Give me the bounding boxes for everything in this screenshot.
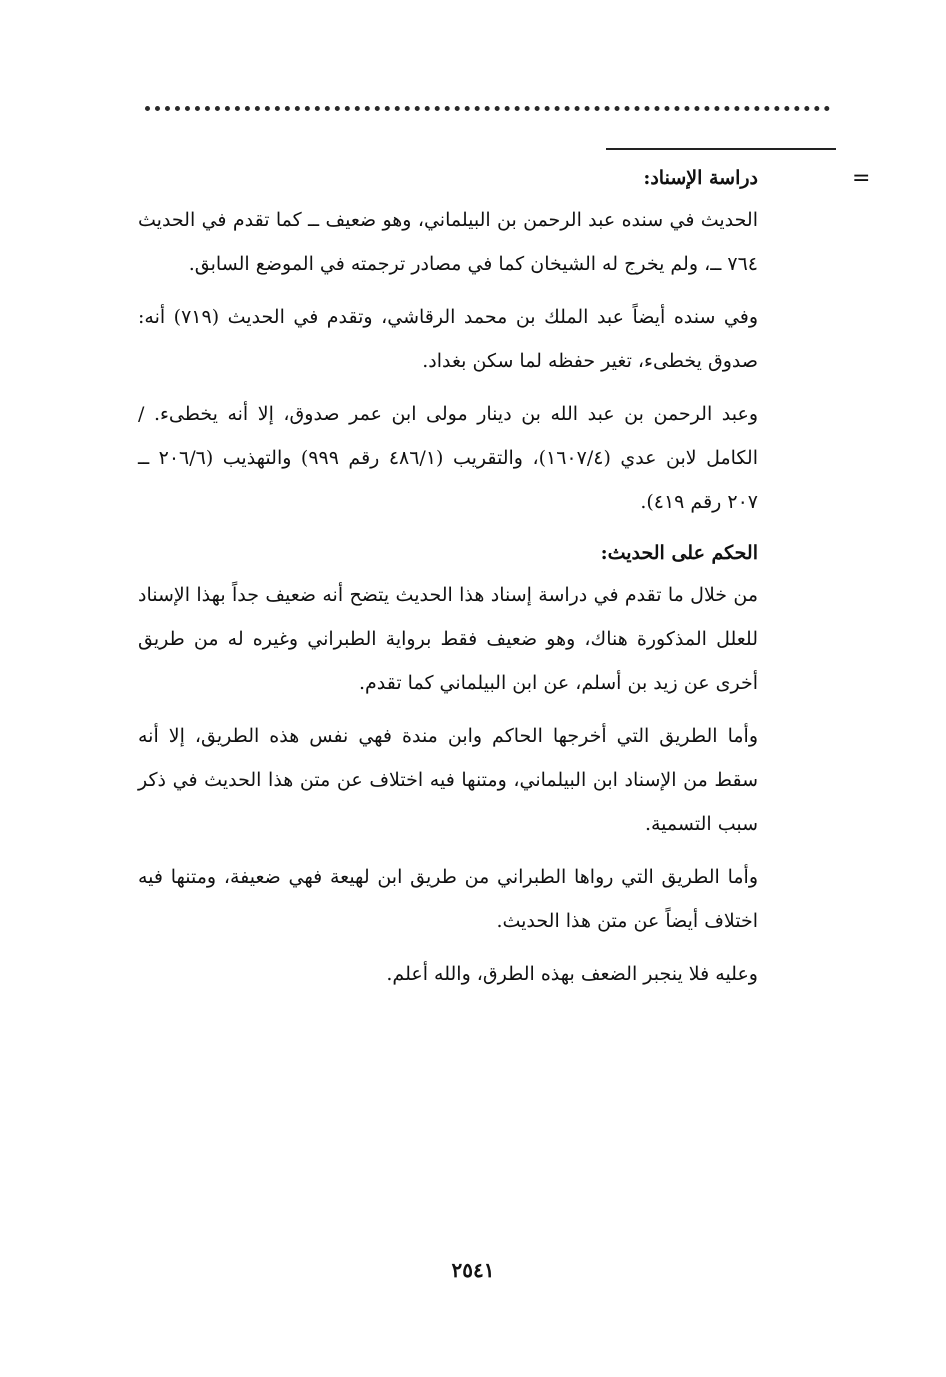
margin-continuation-mark: = <box>852 166 871 191</box>
hukm-paragraph-2: وأما الطريق التي أخرجها الحاكم وابن مندة فهي نفس هذه الطريق، إلا أنه سقط من الإسناد ابن البيلماني، ومتنها فيه اختلاف عن متن هذا الحديث في ذكر سبب التسمية. <box>138 725 758 835</box>
isnad-paragraph-2: وفي سنده أيضاً عبد الملك بن محمد الرقاشي، وتقدم في الحديث (٧١٩) أنه: صدوق يخطىء، تغير حفظه لما سكن بغداد. <box>138 306 758 372</box>
page-number: ٢٥٤١ <box>451 1258 495 1282</box>
hukm-paragraph-4: وعليه فلا ينجبر الضعف بهذه الطرق، والله أعلم. <box>386 963 758 985</box>
isnad-paragraph-1: الحديث في سنده عبد الرحمن بن البيلماني، وهو ضعيف ــ كما تقدم في الحديث ٧٦٤ ــ، ولم يخرج له الشيخان كما في مصادر ترجمته في الموضع السابق. <box>138 209 758 275</box>
isnad-heading: دراسة الإسناد: <box>643 167 758 189</box>
section-rule <box>606 148 836 150</box>
dotted-separator <box>145 96 830 111</box>
hukm-paragraph-1: من خلال ما تقدم في دراسة إسناد هذا الحديث يتضح أنه ضعيف جداً بهذا الإسناد للعلل المذكورة هناك، وهو ضعيف فقط برواية الطبراني وغيره له من طريق أخرى عن زيد بن أسلم، عن ابن البيلماني كما تقدم. <box>138 584 758 694</box>
hukm-heading: الحكم على الحديث: <box>600 542 758 564</box>
page-body <box>138 158 758 1005</box>
hukm-paragraph-3: وأما الطريق التي رواها الطبراني من طريق ابن لهيعة فهي ضعيفة، ومتنها فيه اختلاف أيضاً عن متن هذا الحديث. <box>138 866 758 932</box>
isnad-paragraph-3: وعبد الرحمن بن عبد الله بن دينار مولى ابن عمر صدوق، إلا أنه يخطىء. / الكامل لابن عدي (١٦٠٧/٤)، والتقريب (٤٨٦/١ رقم ٩٩٩) والتهذيب (٢٠٦/٦ ــ ٢٠٧ رقم ٤١٩). <box>138 403 758 513</box>
